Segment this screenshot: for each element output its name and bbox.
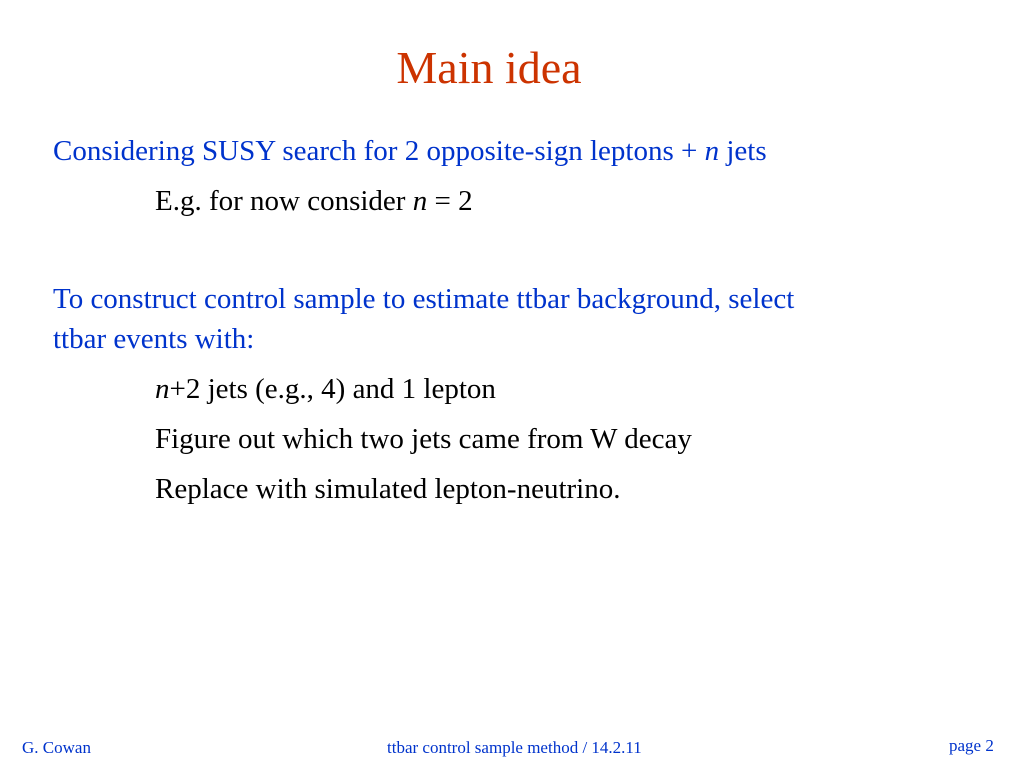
bullet-1-variable: n	[155, 373, 170, 405]
footer-page-number: page 2	[949, 736, 994, 755]
example-line	[155, 183, 473, 219]
footer-author: G. Cowan	[22, 738, 91, 757]
bullet-1-text: +2 jets (e.g., 4) and 1 lepton	[169, 373, 496, 405]
bullet-item-3: Replace with simulated lepton-neutrino.	[155, 473, 621, 505]
bullet-item-1	[155, 371, 496, 407]
example-suffix: = 2	[427, 185, 473, 217]
bullet-item-2: Figure out which two jets came from W decay	[155, 423, 692, 455]
intro-variable: n	[704, 135, 720, 167]
control-sample-line-2: ttbar events with:	[53, 323, 255, 355]
example-variable: n	[412, 185, 428, 217]
example-prefix: E.g. for now consider	[155, 185, 413, 217]
footer-title: ttbar control sample method / 14.2.11	[387, 738, 642, 757]
slide-title: Main idea	[396, 42, 582, 93]
intro-prefix: Considering SUSY search for 2 opposite-sign leptons +	[53, 135, 705, 167]
intro-suffix: jets	[719, 135, 767, 167]
intro-line	[53, 133, 767, 169]
control-sample-line-1: To construct control sample to estimate ttbar background, select	[53, 283, 795, 315]
